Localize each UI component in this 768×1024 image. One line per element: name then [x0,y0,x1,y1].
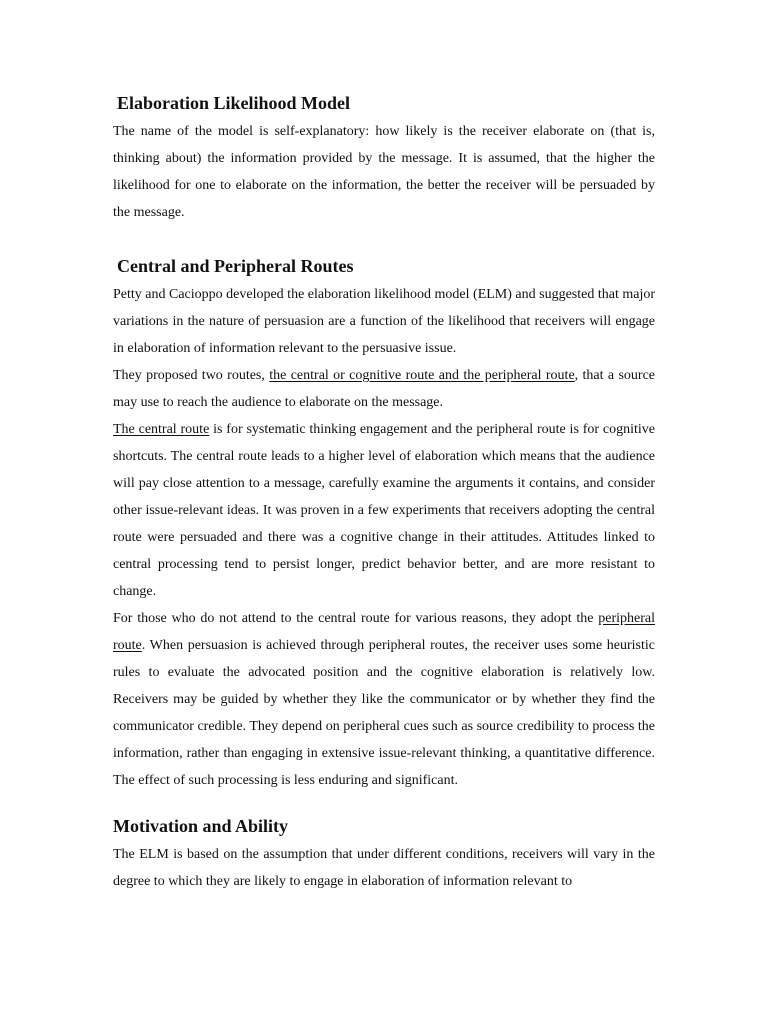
underlined-two-routes: the central or cognitive route and the peripheral route [269,368,575,383]
heading-elaboration-likelihood-model: Elaboration Likelihood Model [117,93,351,113]
document-page [113,90,655,895]
peripheral-route-text-after: . When persuasion is achieved through peripheral routes, the receiver uses some heuristic rules to evaluate the advocated position and the cognitive elaboration is relatively low. Receivers may be guided by whether they like the communicator or by whether they find the communicator credible. They depend on peripheral cues such as source credibility to process the information, rather than engaging in extensive issue-relevant thinking, a quantitative difference. The effect of such processing is less enduring and significant. [113,638,655,788]
paragraph-peripheral-route [113,605,655,794]
underlined-central-route: The central route [113,422,210,437]
heading-motivation-ability: Motivation and Ability [113,816,289,836]
paragraph-central-route [113,416,655,605]
paragraph-motivation-ability: The ELM is based on the assumption that under different conditions, receivers will vary in the degree to which they are likely to engage in elaboration of information relevant to [113,847,655,889]
underlined-peripheral-route: peripheral route [113,611,655,653]
paragraph-petty-cacioppo: Petty and Cacioppo developed the elaboration likelihood model (ELM) and suggested that major variations in the nature of persuasion are a function of the likelihood that receivers will engage in elaboration of information relevant to the persuasive issue. [113,287,655,356]
paragraph-model-intro: The name of the model is self-explanatory: how likely is the receiver elaborate on (that is, thinking about) the information provided by the message. It is assumed, that the higher the likelihood for one to elaborate on the information, the better the receiver will be persuaded by the message. [113,124,655,220]
paragraph-two-routes [113,362,655,416]
peripheral-route-text-before: For those who do not attend to the central route for various reasons, they adopt the [113,611,599,626]
heading-central-peripheral-routes: Central and Peripheral Routes [117,256,354,276]
central-route-text: is for systematic thinking engagement and the peripheral route is for cognitive shortcuts. The central route leads to a higher level of elaboration which means that the audience will pay close attention to a message, carefully examine the arguments it contains, and consider other issue-relevant ideas. It was proven in a few experiments that receivers adopting the central route were persuaded and there was a cognitive change in their attitudes. Attitudes linked to central processing tend to persist longer, predict behavior better, and are more resistant to change. [113,422,655,599]
two-routes-text-after: , that a source may use to reach the audience to elaborate on the message. [113,368,655,410]
two-routes-text-before: They proposed two routes, [113,368,270,383]
